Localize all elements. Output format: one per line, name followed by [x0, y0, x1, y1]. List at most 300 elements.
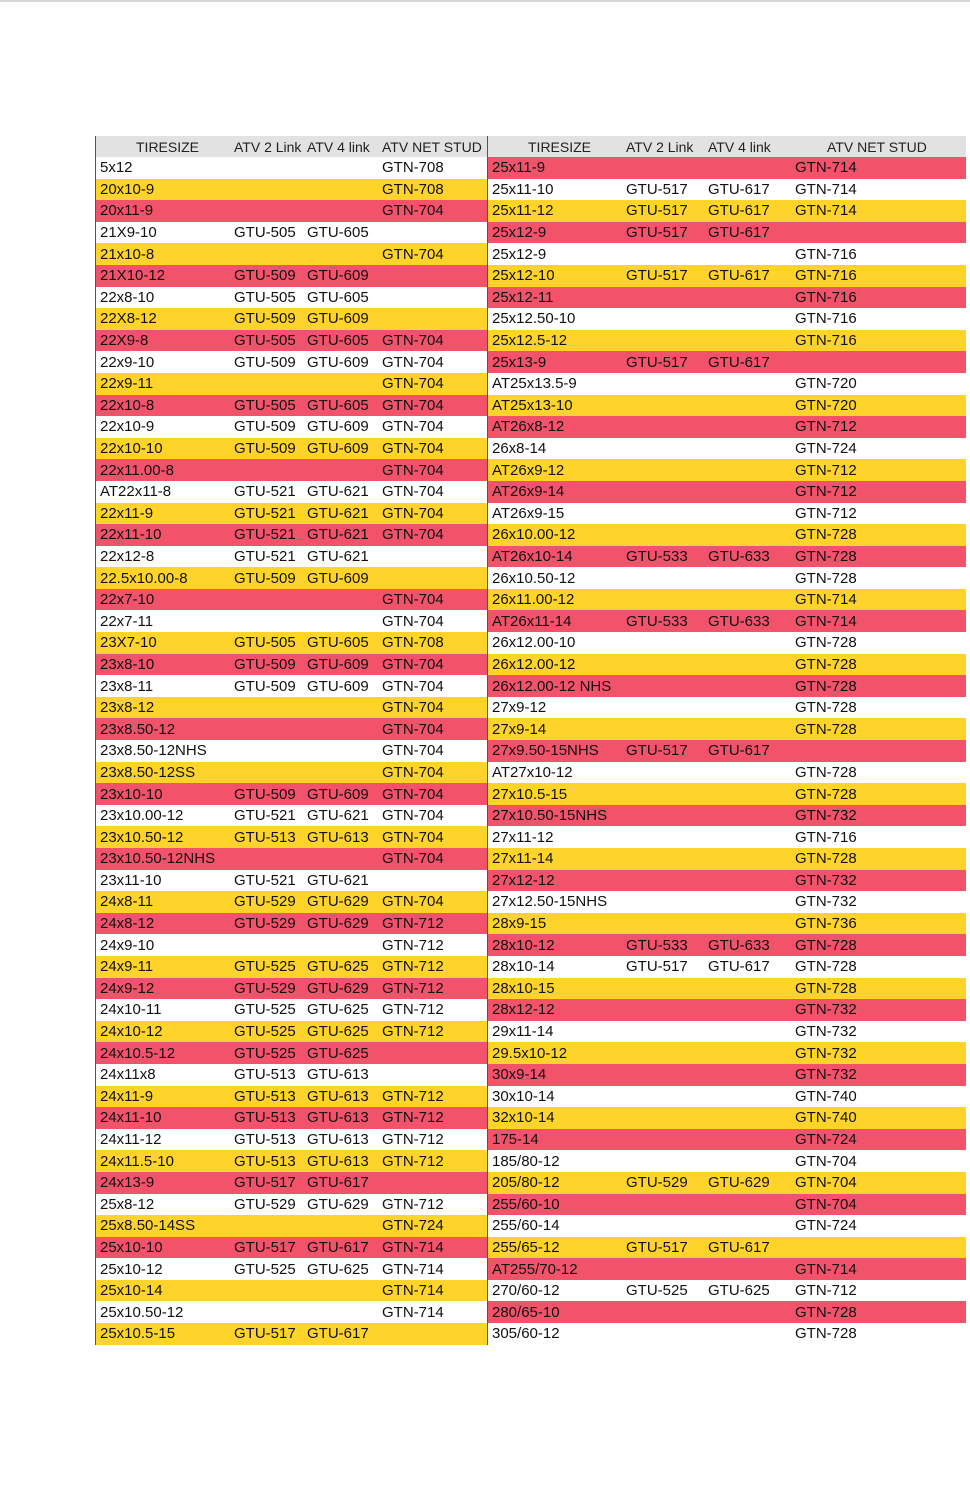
atv-net-stud-cell: GTN-712 — [795, 483, 857, 501]
table-row — [488, 546, 966, 568]
tire-size-cell: 23x11-10 — [100, 871, 162, 889]
tire-size-cell: 28x10-14 — [492, 958, 555, 976]
table-row — [488, 438, 966, 460]
atv-2-link-cell: GTU-525 — [234, 1001, 296, 1019]
atv-4-link-cell: GTU-621 — [307, 504, 369, 522]
atv-net-stud-cell: GTN-740 — [795, 1087, 857, 1105]
table-row — [488, 675, 966, 697]
atv-2-link-cell: GTU-509 — [234, 310, 296, 328]
atv-net-stud-cell: GTN-724 — [382, 1217, 444, 1235]
atv-4-link-cell: GTU-609 — [307, 785, 369, 803]
tire-size-cell: 27x11-14 — [492, 850, 554, 868]
tire-size-cell: 24x10-11 — [100, 1001, 162, 1019]
table-row — [96, 999, 488, 1021]
atv-net-stud-cell: GTN-704 — [382, 720, 444, 738]
atv-2-link-cell: GTU-517 — [626, 353, 688, 371]
tire-size-cell: 25x11-12 — [492, 202, 554, 220]
tire-size-cell: AT27x10-12 — [492, 763, 573, 781]
header-atv-4-link: ATV 4 link — [307, 138, 370, 155]
tire-size-cell: 21X9-10 — [100, 224, 157, 242]
atv-net-stud-cell: GTN-728 — [795, 850, 857, 868]
table-row — [96, 589, 488, 611]
tire-size-cell: 22x10-9 — [100, 418, 155, 436]
atv-net-stud-cell: GTN-704 — [382, 742, 444, 760]
atv-net-stud-cell: GTN-732 — [795, 1066, 857, 1084]
tire-size-cell: 22x11.00-8 — [100, 461, 174, 479]
tire-size-cell: 25x10-14 — [100, 1282, 163, 1300]
tire-size-cell: AT22x11-8 — [100, 483, 172, 501]
atv-2-link-cell: GTU-517 — [626, 202, 688, 220]
atv-net-stud-cell: GTN-728 — [795, 763, 857, 781]
table-row — [488, 459, 966, 481]
atv-2-link-cell: GTU-525 — [234, 1044, 296, 1062]
atv-2-link-cell: GTU-529 — [234, 979, 296, 997]
table-row — [96, 265, 488, 287]
tire-size-cell: 22x7-10 — [100, 591, 155, 609]
table-row — [96, 654, 488, 676]
table-row — [96, 805, 488, 827]
tire-size-cell: 255/60-14 — [492, 1217, 560, 1235]
tire-size-cell: 28x10-15 — [492, 979, 555, 997]
atv-net-stud-cell: GTN-704 — [382, 461, 444, 479]
atv-net-stud-cell: GTN-708 — [382, 159, 444, 177]
table-row — [96, 1194, 488, 1216]
table-row — [488, 1129, 966, 1151]
table-row — [488, 805, 966, 827]
table-row — [96, 1258, 488, 1280]
table-row — [488, 157, 966, 179]
tire-size-cell: 28x9-15 — [492, 915, 547, 933]
atv-4-link-cell: GTU-605 — [307, 224, 369, 242]
atv-4-link-cell: GTU-625 — [307, 1001, 369, 1019]
tire-size-cell: 26x12.00-10 — [492, 634, 576, 652]
table-row — [96, 718, 488, 740]
atv-4-link-cell: GTU-625 — [307, 1044, 369, 1062]
atv-net-stud-cell: GTN-728 — [795, 634, 857, 652]
tire-size-cell: 25x8-12 — [100, 1195, 155, 1213]
atv-net-stud-cell: GTN-704 — [382, 591, 444, 609]
tire-size-cell: 23x8-10 — [100, 655, 155, 673]
page-top-rule — [0, 0, 970, 2]
atv-2-link-cell: GTU-517 — [626, 224, 688, 242]
atv-2-link-cell: GTU-509 — [234, 569, 296, 587]
table-row — [488, 1150, 966, 1172]
tire-size-cell: 23x10.50-12NHS — [100, 850, 216, 868]
atv-net-stud-cell: GTN-712 — [382, 958, 444, 976]
atv-2-link-cell: GTU-521 — [234, 526, 296, 544]
atv-net-stud-cell: GTN-704 — [795, 1152, 857, 1170]
atv-net-stud-cell: GTN-704 — [382, 483, 444, 501]
tire-size-cell: 20x10-9 — [100, 180, 155, 198]
tire-size-cell: 25x8.50-14SS — [100, 1217, 196, 1235]
atv-net-stud-cell: GTN-716 — [795, 245, 857, 263]
header-atv-net-stud: ATV NET STUD — [827, 138, 927, 155]
atv-4-link-cell: GTU-617 — [307, 1238, 369, 1256]
atv-2-link-cell: GTU-517 — [234, 1238, 296, 1256]
atv-net-stud-cell: GTN-712 — [382, 979, 444, 997]
table-row — [488, 481, 966, 503]
tire-size-cell: 22x8-10 — [100, 288, 155, 306]
table-row — [488, 503, 966, 525]
tire-size-cell: 23x10.00-12 — [100, 807, 184, 825]
table-row — [96, 934, 488, 956]
tire-size-cell: 5x12 — [100, 159, 133, 177]
atv-net-stud-cell: GTN-714 — [795, 202, 857, 220]
tire-size-cell: 30x9-14 — [492, 1066, 547, 1084]
tire-size-cell: 25x12-10 — [492, 267, 555, 285]
table-row — [96, 287, 488, 309]
tire-size-cell: 22X8-12 — [100, 310, 157, 328]
tire-size-cell: 22x9-11 — [100, 375, 154, 393]
atv-4-link-cell: GTU-609 — [307, 569, 369, 587]
atv-net-stud-cell: GTN-704 — [382, 655, 444, 673]
atv-net-stud-cell: GTN-728 — [795, 979, 857, 997]
tire-size-cell: 24x11x8 — [100, 1066, 156, 1084]
table-row — [488, 1086, 966, 1108]
atv-4-link-cell: GTU-605 — [307, 634, 369, 652]
tire-size-cell: 25x12.5-12 — [492, 332, 568, 350]
right-table-header — [488, 136, 966, 157]
tire-size-cell: 255/65-12 — [492, 1238, 560, 1256]
tire-size-cell: AT26x10-14 — [492, 547, 573, 565]
atv-net-stud-cell: GTN-728 — [795, 720, 857, 738]
tire-size-cell: 23x8.50-12 — [100, 720, 176, 738]
tire-size-cell: 22x11-10 — [100, 526, 162, 544]
atv-4-link-cell: GTU-629 — [307, 979, 369, 997]
tire-size-cell: AT255/70-12 — [492, 1260, 578, 1278]
tire-size-cell: 25x12-11 — [492, 288, 554, 306]
tire-size-cell: 27x9.50-15NHS — [492, 742, 599, 760]
tire-size-cell: 205/80-12 — [492, 1174, 560, 1192]
table-row — [96, 697, 488, 719]
table-row — [96, 870, 488, 892]
table-row — [488, 1064, 966, 1086]
tire-size-cell: AT25x13.5-9 — [492, 375, 577, 393]
tire-size-cell: 24x8-11 — [100, 893, 154, 911]
table-row — [96, 1280, 488, 1302]
atv-2-link-cell: GTU-505 — [234, 634, 296, 652]
atv-2-link-cell: GTU-529 — [234, 1195, 296, 1213]
atv-4-link-cell: GTU-625 — [307, 958, 369, 976]
table-row — [96, 200, 488, 222]
tire-size-cell: 26x12.00-12 NHS — [492, 677, 612, 695]
atv-4-link-cell: GTU-629 — [307, 915, 369, 933]
atv-4-link-cell: GTU-633 — [708, 936, 770, 954]
table-row — [488, 395, 966, 417]
atv-net-stud-cell: GTN-714 — [795, 180, 857, 198]
tire-size-cell: 24x9-10 — [100, 936, 155, 954]
atv-net-stud-cell: GTN-704 — [382, 612, 444, 630]
tire-size-cell: 27x10.5-15 — [492, 785, 568, 803]
atv-4-link-cell: GTU-609 — [307, 267, 369, 285]
atv-2-link-cell: GTU-513 — [234, 1087, 296, 1105]
table-row — [96, 913, 488, 935]
tire-size-cell: 32x10-14 — [492, 1109, 555, 1127]
atv-4-link-cell: GTU-629 — [307, 893, 369, 911]
atv-4-link-cell: GTU-621 — [307, 547, 369, 565]
atv-4-link-cell: GTU-629 — [708, 1174, 770, 1192]
table-row — [488, 999, 966, 1021]
atv-2-link-cell: GTU-529 — [234, 893, 296, 911]
left-table — [95, 136, 488, 1345]
atv-net-stud-cell: GTN-716 — [795, 288, 857, 306]
atv-net-stud-cell: GTN-712 — [795, 1282, 857, 1300]
atv-net-stud-cell: GTN-714 — [382, 1303, 444, 1321]
table-row — [96, 222, 488, 244]
atv-net-stud-cell: GTN-704 — [382, 375, 444, 393]
atv-2-link-cell: GTU-525 — [234, 1023, 296, 1041]
tire-size-cell: 22x10-10 — [100, 440, 163, 458]
tire-size-cell: 29.5x10-12 — [492, 1044, 568, 1062]
table-row — [96, 1086, 488, 1108]
table-row — [96, 1129, 488, 1151]
tire-size-cell: 25x11-10 — [492, 180, 554, 198]
header-atv-4-link: ATV 4 link — [708, 138, 771, 155]
table-row — [488, 956, 966, 978]
tire-size-cell: 24x8-12 — [100, 915, 155, 933]
atv-net-stud-cell: GTN-728 — [795, 526, 857, 544]
table-row — [488, 1042, 966, 1064]
tire-size-cell: 25x12-9 — [492, 224, 547, 242]
tire-size-cell: 25x11-9 — [492, 159, 546, 177]
tire-size-cell: 24x9-12 — [100, 979, 155, 997]
tire-size-cell: 23x10-10 — [100, 785, 163, 803]
atv-4-link-cell: GTU-613 — [307, 828, 369, 846]
tire-size-cell: 27x12.50-15NHS — [492, 893, 608, 911]
atv-2-link-cell: GTU-505 — [234, 332, 296, 350]
table-row — [488, 848, 966, 870]
table-row — [488, 1323, 966, 1345]
atv-net-stud-cell: GTN-728 — [795, 655, 857, 673]
table-row — [96, 978, 488, 1000]
table-row — [96, 1237, 488, 1259]
atv-4-link-cell: GTU-617 — [708, 742, 770, 760]
atv-net-stud-cell: GTN-704 — [382, 504, 444, 522]
atv-net-stud-cell: GTN-728 — [795, 547, 857, 565]
atv-net-stud-cell: GTN-732 — [795, 807, 857, 825]
atv-2-link-cell: GTU-513 — [234, 1109, 296, 1127]
tire-size-cell: 23x10.50-12 — [100, 828, 184, 846]
tire-size-cell: 20x11-9 — [100, 202, 154, 220]
tire-size-cell: 22x12-8 — [100, 547, 155, 565]
atv-net-stud-cell: GTN-714 — [382, 1282, 444, 1300]
table-row — [488, 1021, 966, 1043]
atv-net-stud-cell: GTN-712 — [382, 1023, 444, 1041]
atv-2-link-cell: GTU-521 — [234, 807, 296, 825]
atv-4-link-cell: GTU-609 — [307, 418, 369, 436]
atv-net-stud-cell: GTN-704 — [382, 763, 444, 781]
atv-net-stud-cell: GTN-704 — [382, 418, 444, 436]
table-row — [96, 632, 488, 654]
atv-net-stud-cell: GTN-736 — [795, 915, 857, 933]
atv-net-stud-cell: GTN-714 — [795, 159, 857, 177]
table-row — [96, 848, 488, 870]
table-row — [488, 200, 966, 222]
table-row — [96, 1107, 488, 1129]
atv-2-link-cell: GTU-525 — [234, 958, 296, 976]
header-atv-2-link: ATV 2 Link — [626, 138, 694, 155]
tire-size-cell: 175-14 — [492, 1131, 539, 1149]
atv-net-stud-cell: GTN-728 — [795, 569, 857, 587]
atv-net-stud-cell: GTN-712 — [382, 1087, 444, 1105]
tire-size-cell: AT26x9-15 — [492, 504, 565, 522]
table-row — [96, 459, 488, 481]
table-row — [488, 567, 966, 589]
table-row — [488, 740, 966, 762]
atv-net-stud-cell: GTN-704 — [382, 850, 444, 868]
tire-size-cell: 27x12-12 — [492, 871, 555, 889]
tire-size-cell: 24x11.5-10 — [100, 1152, 174, 1170]
table-row — [96, 1172, 488, 1194]
atv-2-link-cell: GTU-505 — [234, 288, 296, 306]
tire-size-cell: 29x11-14 — [492, 1023, 554, 1041]
atv-2-link-cell: GTU-517 — [234, 1174, 296, 1192]
atv-net-stud-cell: GTN-724 — [795, 1217, 857, 1235]
atv-net-stud-cell: GTN-728 — [795, 699, 857, 717]
tire-size-cell: 25x10-10 — [100, 1238, 163, 1256]
atv-net-stud-cell: GTN-712 — [382, 1152, 444, 1170]
atv-net-stud-cell: GTN-704 — [382, 396, 444, 414]
table-row — [96, 157, 488, 179]
atv-4-link-cell: GTU-633 — [708, 547, 770, 565]
table-row — [96, 330, 488, 352]
table-row — [96, 243, 488, 265]
table-row — [488, 308, 966, 330]
atv-net-stud-cell: GTN-714 — [795, 612, 857, 630]
tire-size-cell: AT26x9-12 — [492, 461, 565, 479]
atv-2-link-cell: GTU-505 — [234, 396, 296, 414]
tire-size-cell: 24x9-11 — [100, 958, 154, 976]
tire-size-cell: 22.5x10.00-8 — [100, 569, 188, 587]
atv-net-stud-cell: GTN-732 — [795, 1023, 857, 1041]
atv-4-link-cell: GTU-617 — [708, 180, 770, 198]
atv-net-stud-cell: GTN-724 — [795, 440, 857, 458]
atv-4-link-cell: GTU-621 — [307, 807, 369, 825]
tire-size-cell: 22x10-8 — [100, 396, 155, 414]
tire-size-cell: 26x12.00-12 — [492, 655, 576, 673]
atv-2-link-cell: GTU-513 — [234, 1066, 296, 1084]
atv-2-link-cell: GTU-521 — [234, 871, 296, 889]
table-row — [488, 1258, 966, 1280]
atv-net-stud-cell: GTN-728 — [795, 958, 857, 976]
tire-size-cell: 27x11-12 — [492, 828, 554, 846]
atv-2-link-cell: GTU-513 — [234, 1152, 296, 1170]
atv-net-stud-cell: GTN-708 — [382, 180, 444, 198]
atv-net-stud-cell: GTN-714 — [382, 1238, 444, 1256]
table-row — [488, 891, 966, 913]
atv-net-stud-cell: GTN-732 — [795, 871, 857, 889]
atv-net-stud-cell: GTN-728 — [795, 1325, 857, 1343]
atv-net-stud-cell: GTN-704 — [382, 332, 444, 350]
tire-size-cell: 26x11.00-12 — [492, 591, 575, 609]
tire-size-cell: 21x10-8 — [100, 245, 155, 263]
atv-4-link-cell: GTU-621 — [307, 526, 369, 544]
table-row — [488, 1280, 966, 1302]
tire-size-cell: 25x12-9 — [492, 245, 547, 263]
atv-2-link-cell: GTU-505 — [234, 224, 296, 242]
atv-net-stud-cell: GTN-704 — [382, 677, 444, 695]
atv-net-stud-cell: GTN-712 — [382, 1001, 444, 1019]
atv-4-link-cell: GTU-625 — [307, 1260, 369, 1278]
atv-net-stud-cell: GTN-732 — [795, 1044, 857, 1062]
atv-2-link-cell: GTU-509 — [234, 655, 296, 673]
atv-4-link-cell: GTU-613 — [307, 1066, 369, 1084]
tire-size-cell: 28x10-12 — [492, 936, 555, 954]
tire-size-cell: 26x10.50-12 — [492, 569, 576, 587]
atv-net-stud-cell: GTN-728 — [795, 785, 857, 803]
atv-2-link-cell: GTU-521 — [234, 483, 296, 501]
table-row — [96, 783, 488, 805]
atv-4-link-cell: GTU-621 — [307, 483, 369, 501]
tire-size-cell: 270/60-12 — [492, 1282, 560, 1300]
left-rows — [96, 157, 488, 1345]
table-row — [488, 762, 966, 784]
tire-size-cell: 24x13-9 — [100, 1174, 155, 1192]
table-row — [488, 330, 966, 352]
table-row — [488, 1172, 966, 1194]
atv-4-link-cell: GTU-605 — [307, 396, 369, 414]
atv-net-stud-cell: GTN-720 — [795, 396, 857, 414]
tire-size-cell: 25x13-9 — [492, 353, 547, 371]
atv-2-link-cell: GTU-533 — [626, 936, 688, 954]
table-row — [96, 416, 488, 438]
atv-net-stud-cell: GTN-704 — [382, 353, 444, 371]
atv-4-link-cell: GTU-617 — [307, 1325, 369, 1343]
tire-size-cell: 30x10-14 — [492, 1087, 555, 1105]
tire-size-cell: 25x12.50-10 — [492, 310, 576, 328]
tire-size-cell: 22x11-9 — [100, 504, 154, 522]
table-row — [488, 1237, 966, 1259]
atv-net-stud-cell: GTN-712 — [382, 915, 444, 933]
atv-2-link-cell: GTU-517 — [626, 267, 688, 285]
atv-net-stud-cell: GTN-712 — [795, 418, 857, 436]
tire-size-cell: 22x7-11 — [100, 612, 154, 630]
tire-size-cell: 24x11-9 — [100, 1087, 154, 1105]
table-row — [96, 567, 488, 589]
atv-net-stud-cell: GTN-716 — [795, 310, 857, 328]
table-row — [96, 308, 488, 330]
table-row — [96, 1215, 488, 1237]
atv-2-link-cell: GTU-513 — [234, 1131, 296, 1149]
atv-2-link-cell: GTU-525 — [234, 1260, 296, 1278]
table-row — [488, 934, 966, 956]
atv-2-link-cell: GTU-509 — [234, 267, 296, 285]
tire-size-cell: 24x10-12 — [100, 1023, 163, 1041]
atv-4-link-cell: GTU-609 — [307, 310, 369, 328]
table-row — [96, 1301, 488, 1323]
atv-net-stud-cell: GTN-704 — [382, 893, 444, 911]
table-row — [96, 481, 488, 503]
table-row — [96, 826, 488, 848]
header-atv-net-stud: ATV NET STUD — [382, 138, 482, 155]
atv-net-stud-cell: GTN-712 — [382, 1109, 444, 1127]
table-row — [96, 438, 488, 460]
atv-4-link-cell: GTU-617 — [708, 958, 770, 976]
table-row — [488, 524, 966, 546]
table-row — [488, 978, 966, 1000]
table-row — [96, 1150, 488, 1172]
table-row — [488, 632, 966, 654]
tire-size-cell: 185/80-12 — [492, 1152, 560, 1170]
tire-size-cell: 280/65-10 — [492, 1303, 560, 1321]
atv-4-link-cell: GTU-617 — [708, 202, 770, 220]
tire-size-cell: 24x10.5-12 — [100, 1044, 176, 1062]
table-row — [488, 265, 966, 287]
table-row — [96, 546, 488, 568]
table-row — [488, 870, 966, 892]
tire-size-cell: 22X9-8 — [100, 332, 149, 350]
right-rows — [488, 157, 966, 1345]
